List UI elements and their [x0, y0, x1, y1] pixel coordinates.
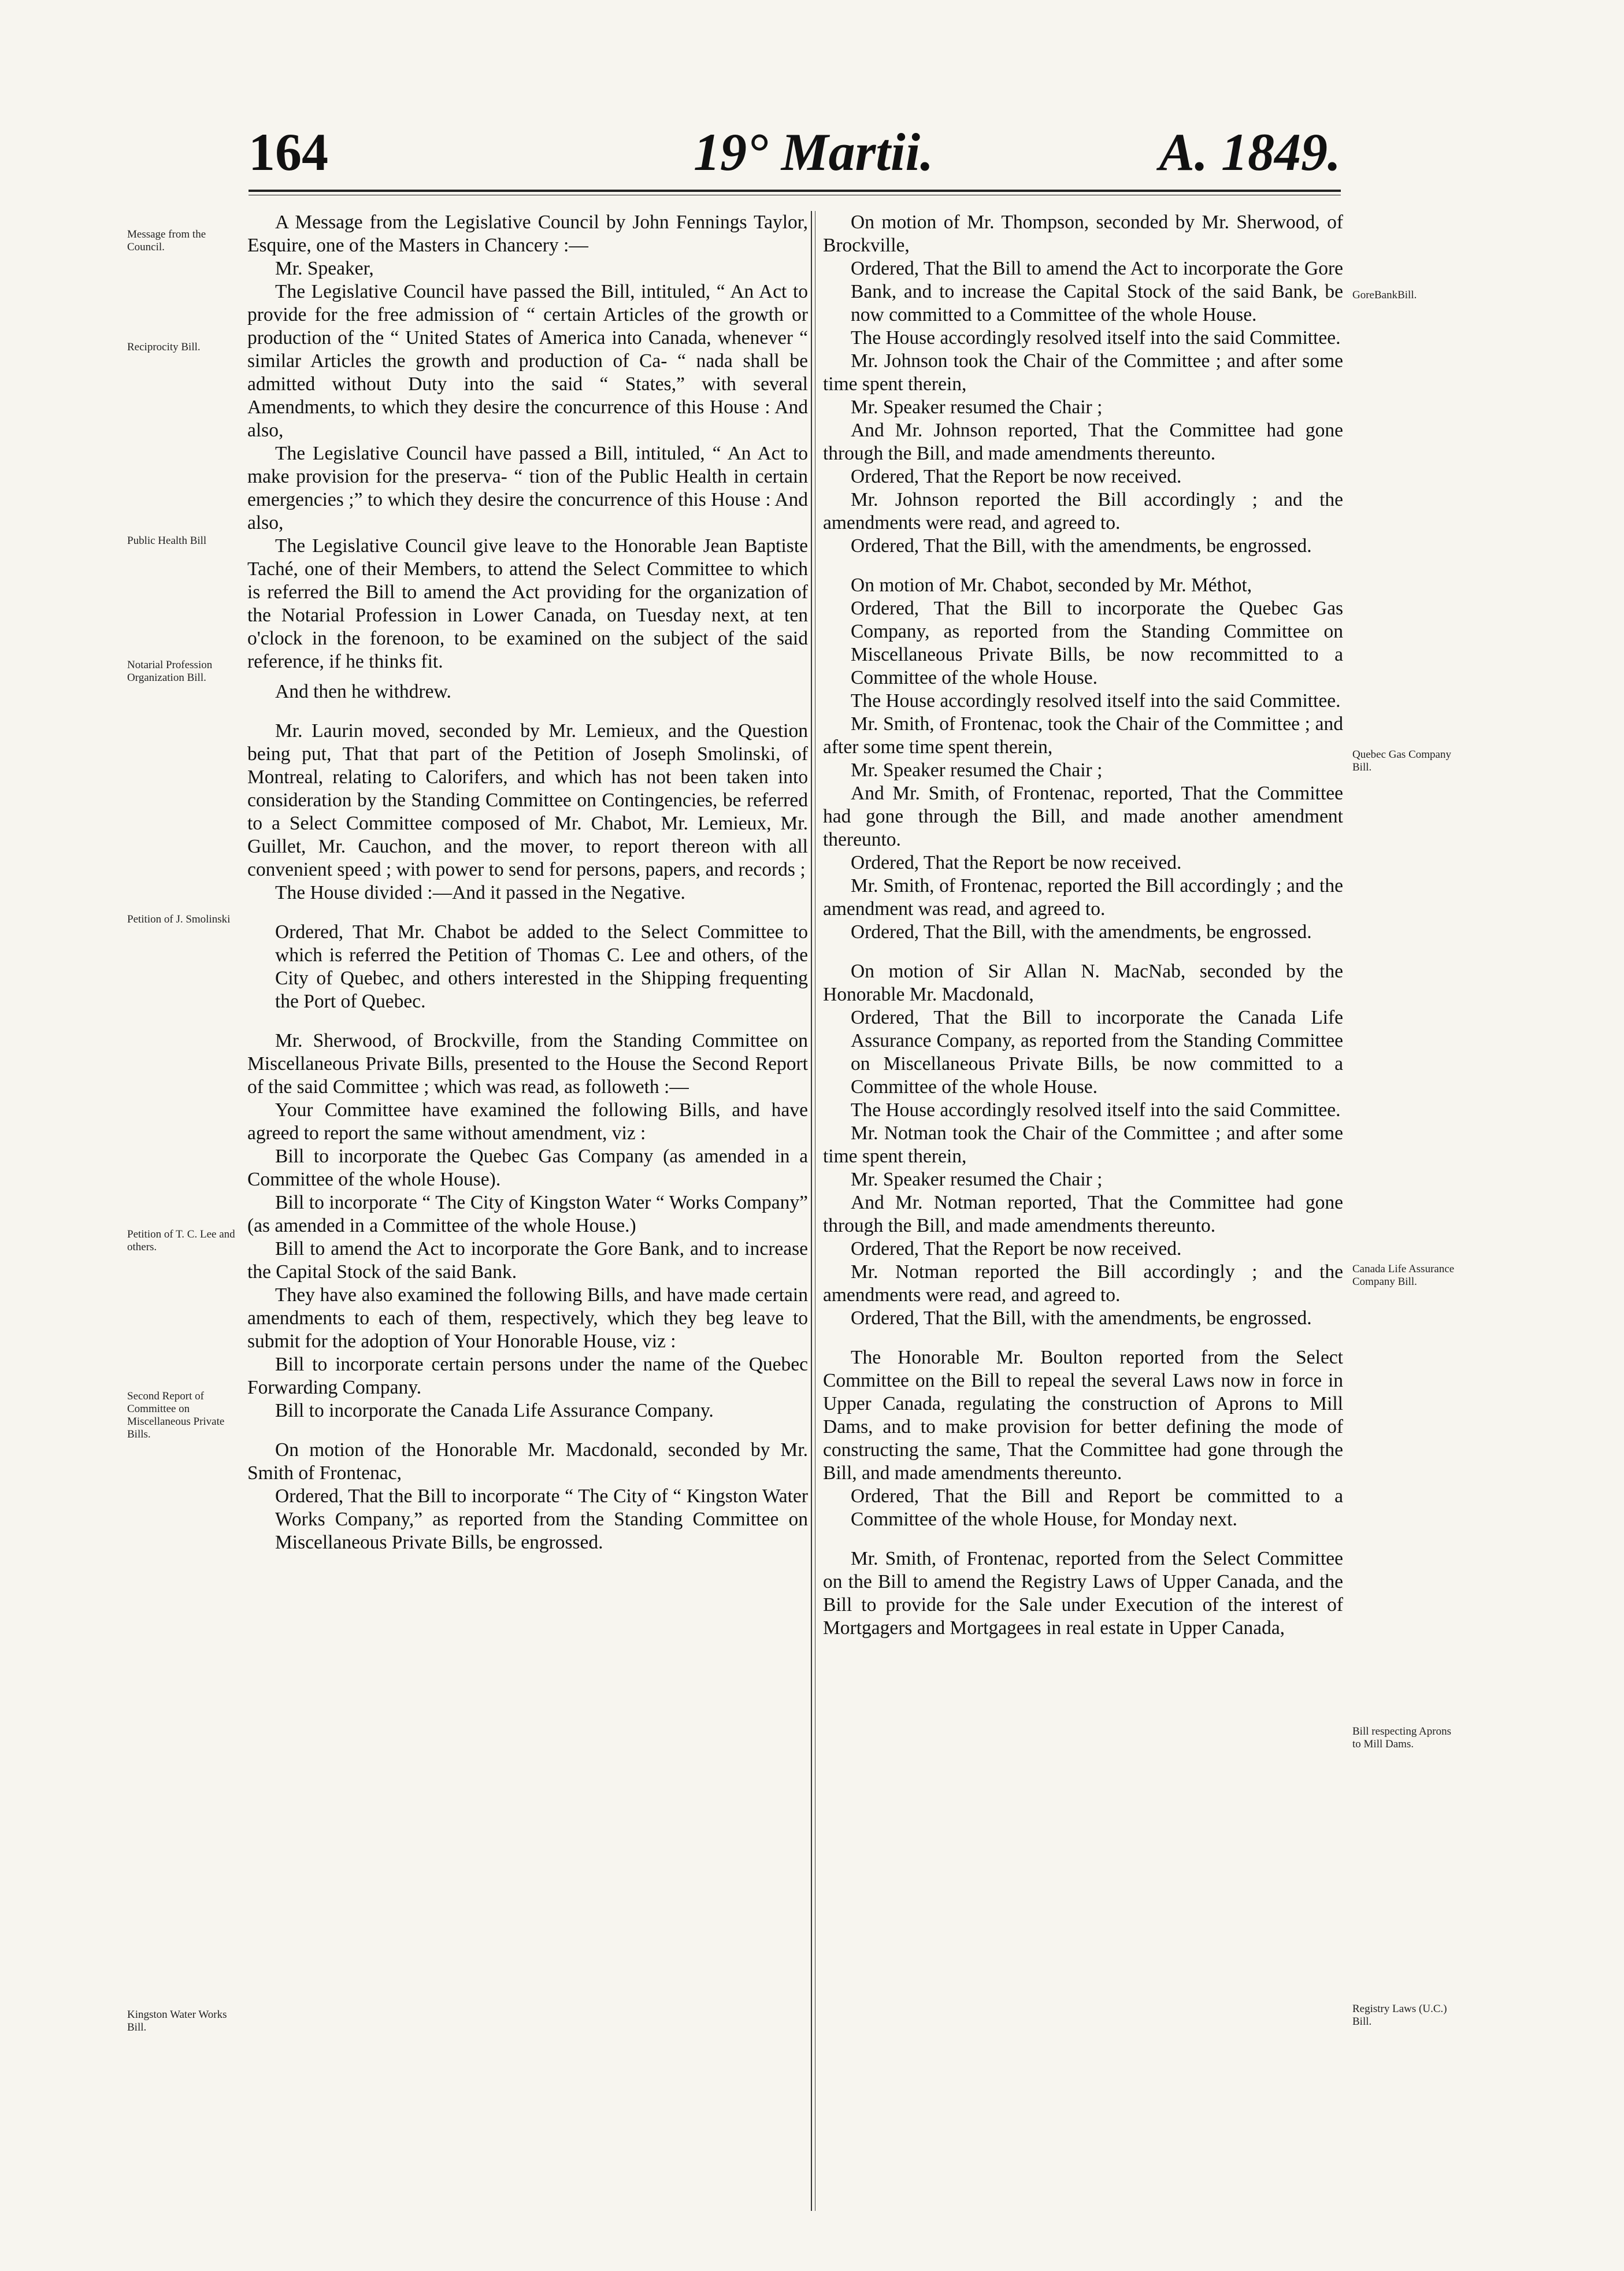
left-column [247, 211, 808, 1554]
margin-note: Petition of T. C. Lee and others. [127, 1228, 235, 1253]
paragraph: Mr. Speaker resumed the Chair ; [851, 397, 1103, 418]
paragraph: Ordered, That the Bill, with the amendments, be engrossed. [851, 1307, 1312, 1329]
paragraph: Mr. Speaker resumed the Chair ; [851, 1169, 1103, 1190]
paragraph: Ordered, That the Report be now received. [851, 1238, 1182, 1259]
paragraph: Mr. Notman reported the Bill accordingly ; and the amendments were read, and agreed to. [823, 1261, 1343, 1306]
paragraph: Ordered, That the Bill to incorporate “ The City of “ Kingston Water Works Company,” as reported from the Standing Committee on Miscellaneous Private Bills, be engrossed. [275, 1485, 808, 1553]
header-rule [249, 190, 1341, 195]
paragraph: And then he withdrew. [275, 681, 451, 702]
margin-note: Bill respecting Aprons to Mill Dams. [1352, 1725, 1451, 1750]
paragraph: Bill to incorporate the Quebec Gas Company (as amended in a Committee of the whole House). [247, 1146, 808, 1190]
paragraph: The House divided :—And it passed in the Negative. [275, 882, 685, 903]
paragraph: Mr. Smith, of Frontenac, reported the Bill accordingly ; and the amendment was read, and agreed to. [823, 875, 1343, 920]
paragraph: Ordered, That Mr. Chabot be added to the Select Committee to which is referred the Petition of Thomas C. Lee and others, of the City of Quebec, and others interested in the Shipping frequenting the Port of Quebec. [275, 921, 808, 1012]
margin-note: Petition of J. Smolinski [127, 913, 231, 925]
paragraph: Ordered, That the Report be now received. [851, 466, 1182, 487]
margin-note: Public Health Bill [127, 535, 207, 547]
page-date: 19° Martii. [694, 123, 934, 181]
paragraph: They have also examined the following Bills, and have made certain amendments to each of them, respectively, which they beg leave to submit for the adoption of Your Honorable House, viz : [247, 1284, 808, 1352]
paragraph: A Message from the Legislative Council by John Fennings Taylor, Esquire, one of the Masters in Chancery :— [247, 212, 808, 256]
paragraph: Ordered, That the Bill, with the amendments, be engrossed. [851, 535, 1312, 557]
paragraph: On motion of Mr. Chabot, seconded by Mr. Méthot, [851, 575, 1252, 596]
paragraph: Mr. Speaker resumed the Chair ; [851, 760, 1103, 781]
paragraph: Ordered, That the Bill to incorporate the Quebec Gas Company, as reported from the Standing Committee on Miscellaneous Private Bills, be now recommitted to a Committee of the whole House. [851, 598, 1343, 688]
margin-note: Kingston Water Works Bill. [127, 2009, 227, 2033]
paragraph: Mr. Smith, of Frontenac, took the Chair of the Committee ; and after some time spent therein, [823, 713, 1343, 758]
paragraph: And Mr. Notman reported, That the Committee had gone through the Bill, and made amendments thereunto. [823, 1192, 1343, 1236]
paragraph: Bill to incorporate certain persons under the name of the Quebec Forwarding Company. [247, 1354, 808, 1398]
margin-note: GoreBankBill. [1352, 289, 1417, 301]
column-divider [811, 211, 812, 2211]
margin-note: Quebec Gas Company Bill. [1352, 749, 1451, 773]
paragraph: And Mr. Johnson reported, That the Committee had gone through the Bill, and made amendments thereunto. [823, 420, 1343, 464]
paragraph: Mr. Johnson took the Chair of the Committee ; and after some time spent therein, [823, 350, 1343, 395]
page-number: 164 [249, 123, 328, 181]
margin-note: Canada Life Assurance Company Bill. [1352, 1263, 1455, 1288]
margin-note: Second Report of Committee on Miscellaneous Private Bills. [127, 1390, 225, 1440]
paragraph: Bill to incorporate the Canada Life Assurance Company. [275, 1400, 714, 1421]
margin-note: Reciprocity Bill. [127, 341, 201, 353]
paragraph: Mr. Speaker, [275, 258, 374, 279]
paragraph: The Legislative Council have passed the Bill, intituled, “ An Act to provide for the free admission of “ certain Articles of the growth or production of the “ United States of America into Canada, whenever “ similar Articles the growth and production of Ca- “ nada shall be admitted without Duty into the said “ States,” with several Amendments, to which they desire the concurrence of this House : And also, [247, 281, 808, 441]
page-year: A. 1849. [1159, 123, 1341, 181]
paragraph: On motion of Sir Allan N. MacNab, seconded by the Honorable Mr. Macdonald, [823, 961, 1343, 1005]
paragraph: On motion of Mr. Thompson, seconded by Mr. Sherwood, of Brockville, [823, 212, 1343, 256]
paragraph: And Mr. Smith, of Frontenac, reported, That the Committee had gone through the Bill, and made another amendment thereunto. [823, 783, 1343, 850]
paragraph: Mr. Smith, of Frontenac, reported from the Select Committee on the Bill to amend the Registry Laws of Upper Canada, and the Bill to provide for the Sale under Execution of the interest of Mortgagers and Mortgagees in real estate in Upper Canada, [823, 1548, 1343, 1639]
paragraph: The Honorable Mr. Boulton reported from the Select Committee on the Bill to repeal the several Laws now in force in Upper Canada, regulating the construction of Aprons to Mill Dams, and to make provision for better defining the mode of constructing the same, That the Committee had gone through the Bill, and made amendments thereunto. [823, 1347, 1343, 1484]
right-column [823, 211, 1343, 1640]
paragraph: Bill to incorporate “ The City of Kingston Water “ Works Company” (as amended in a Committee of the whole House.) [247, 1192, 808, 1236]
margin-note: Registry Laws (U.C.) Bill. [1352, 2003, 1447, 2028]
paragraph: Ordered, That the Report be now received. [851, 852, 1182, 873]
margin-note: Notarial Profession Organization Bill. [127, 659, 213, 684]
paragraph: Mr. Sherwood, of Brockville, from the Standing Committee on Miscellaneous Private Bills, presented to the House the Second Report of the said Committee ; which was read, as followeth :— [247, 1030, 808, 1098]
paragraph: Ordered, That the Bill to amend the Act to incorporate the Gore Bank, and to increase the Capital Stock of the said Bank, be now committed to a Committee of the whole House. [851, 258, 1343, 325]
paragraph: Mr. Johnson reported the Bill accordingly ; and the amendments were read, and agreed to. [823, 489, 1343, 534]
paragraph: Your Committee have examined the following Bills, and have agreed to report the same without amendment, viz : [247, 1099, 808, 1144]
paragraph: The Legislative Council have passed a Bill, intituled, “ An Act to make provision for the preserva- “ tion of the Public Health in certain emergencies ;” to which they desire the concurrence of this House : And also, [247, 443, 808, 534]
margin-note: Message from the Council. [127, 228, 206, 253]
paragraph: The House accordingly resolved itself into the said Committee. [851, 1099, 1341, 1121]
paragraph: Mr. Laurin moved, seconded by Mr. Lemieux, and the Question being put, That that part of the Petition of Joseph Smolinski, of Montreal, relating to Calorifers, and which has not been taken into consideration by the Standing Committee on Contingencies, be referred to a Select Committee composed of Mr. Chabot, Mr. Lemieux, Mr. Guillet, Mr. Cauchon, and the mover, to report thereon with all convenient speed ; with power to send for persons, papers, and records ; [247, 720, 808, 880]
paragraph: The House accordingly resolved itself into the said Committee. [851, 690, 1341, 712]
paragraph: Mr. Notman took the Chair of the Committee ; and after some time spent therein, [823, 1122, 1343, 1167]
paragraph: Ordered, That the Bill and Report be committed to a Committee of the whole House, for Monday next. [851, 1485, 1343, 1530]
paragraph: Ordered, That the Bill to incorporate the Canada Life Assurance Company, as reported from the Standing Committee on Miscellaneous Private Bills, be now committed to a Committee of the whole House. [851, 1007, 1343, 1098]
running-head [249, 121, 1341, 191]
paragraph: The House accordingly resolved itself into the said Committee. [851, 327, 1341, 349]
paragraph: The Legislative Council give leave to the Honorable Jean Baptiste Taché, one of their Members, to attend the Select Committee to which is referred the Bill to amend the Act providing for the organization of the Notarial Profession in Lower Canada, on Tuesday next, at ten o'clock in the forenoon, to be examined on the subject of the said reference, if he thinks fit. [247, 535, 808, 672]
paragraph: On motion of the Honorable Mr. Macdonald, seconded by Mr. Smith of Frontenac, [247, 1439, 808, 1484]
paragraph: Bill to amend the Act to incorporate the Gore Bank, and to increase the Capital Stock of the said Bank. [247, 1238, 808, 1283]
paragraph: Ordered, That the Bill, with the amendments, be engrossed. [851, 921, 1312, 943]
